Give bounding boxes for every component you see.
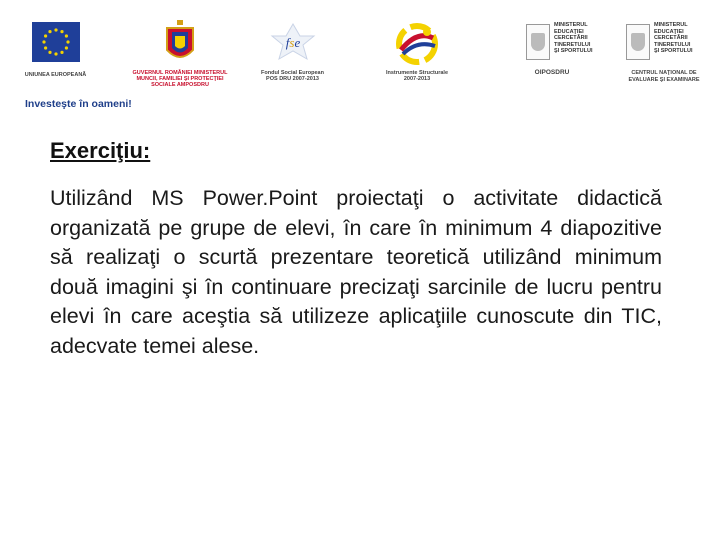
oiposdru-caption: OIPOSDRU xyxy=(534,69,570,76)
svg-text:fse: fse xyxy=(285,35,300,50)
instrumente-caption-2: 2007-2013 xyxy=(403,76,431,82)
ministry-line: ŞI SPORTULUI xyxy=(654,48,693,55)
oiposdru-logo xyxy=(522,20,612,80)
ministry-text-1 xyxy=(554,22,614,55)
ministry-line: TINERETULUI xyxy=(554,41,591,48)
ministry-line: ŞI SPORTULUI xyxy=(554,48,593,55)
government-caption: GUVERNUL ROMÂNIEI MINISTERUL MUNCII, FAMILIEI ŞI PROTECŢIEI SOCIALE AMPOSDRU xyxy=(132,70,228,88)
ministry-line: MINISTERUL xyxy=(654,22,688,28)
exercise-title: Exerciţiu: xyxy=(50,138,151,163)
cnee-caption: CENTRUL NAŢIONAL DE EVALUARE ŞI EXAMINARE xyxy=(628,70,700,83)
slogan: Investeşte în oameni! xyxy=(25,98,132,110)
fse-caption-1: Fondul Social European xyxy=(261,70,324,76)
government-logo xyxy=(125,20,235,88)
cnee-logo xyxy=(618,20,708,100)
instrumente-structurale-icon xyxy=(393,20,441,66)
ministry-line: CERCETĂRII xyxy=(554,35,588,42)
exercise-body: Utilizând MS Power.Point proiectaţi o activitate didactică organizată pe grupe de elevi, în care în minimum 4 diapozitive să realizaţi o scurtă prezentare teoretică utilizând minimum două imagini şi în continuare precizaţi sarcinile de lucru pentru elevi în care aceştia să utilizeze aplicaţiile cunoscute din TIC, adecvate temei alese. xyxy=(50,186,662,358)
ministry-text-2 xyxy=(654,22,710,55)
ministry-line: MINISTERUL xyxy=(554,22,588,28)
instrumente-structurale-logo xyxy=(372,20,462,82)
header-banner xyxy=(0,0,720,108)
fse-logo xyxy=(250,22,335,82)
ministry-line: TINERETULUI xyxy=(654,41,691,48)
ministry-line: EDUCAŢIEI xyxy=(654,28,684,35)
ministry-line: CERCETĂRII xyxy=(654,35,688,42)
romania-coat-of-arms-icon xyxy=(163,20,197,66)
eu-flag-icon xyxy=(32,22,80,62)
eu-logo xyxy=(18,22,93,78)
oiposdru-icon xyxy=(526,24,550,60)
cnee-logo-icon xyxy=(626,24,650,60)
instrumente-caption-1: Instrumente Structurale xyxy=(385,70,449,76)
fse-caption-2: POS DRU 2007-2013 xyxy=(266,76,319,82)
ministry-line: EDUCAŢIEI xyxy=(554,28,584,35)
eu-caption: UNIUNEA EUROPEANĂ xyxy=(24,72,87,78)
fse-logo-icon xyxy=(270,22,316,62)
